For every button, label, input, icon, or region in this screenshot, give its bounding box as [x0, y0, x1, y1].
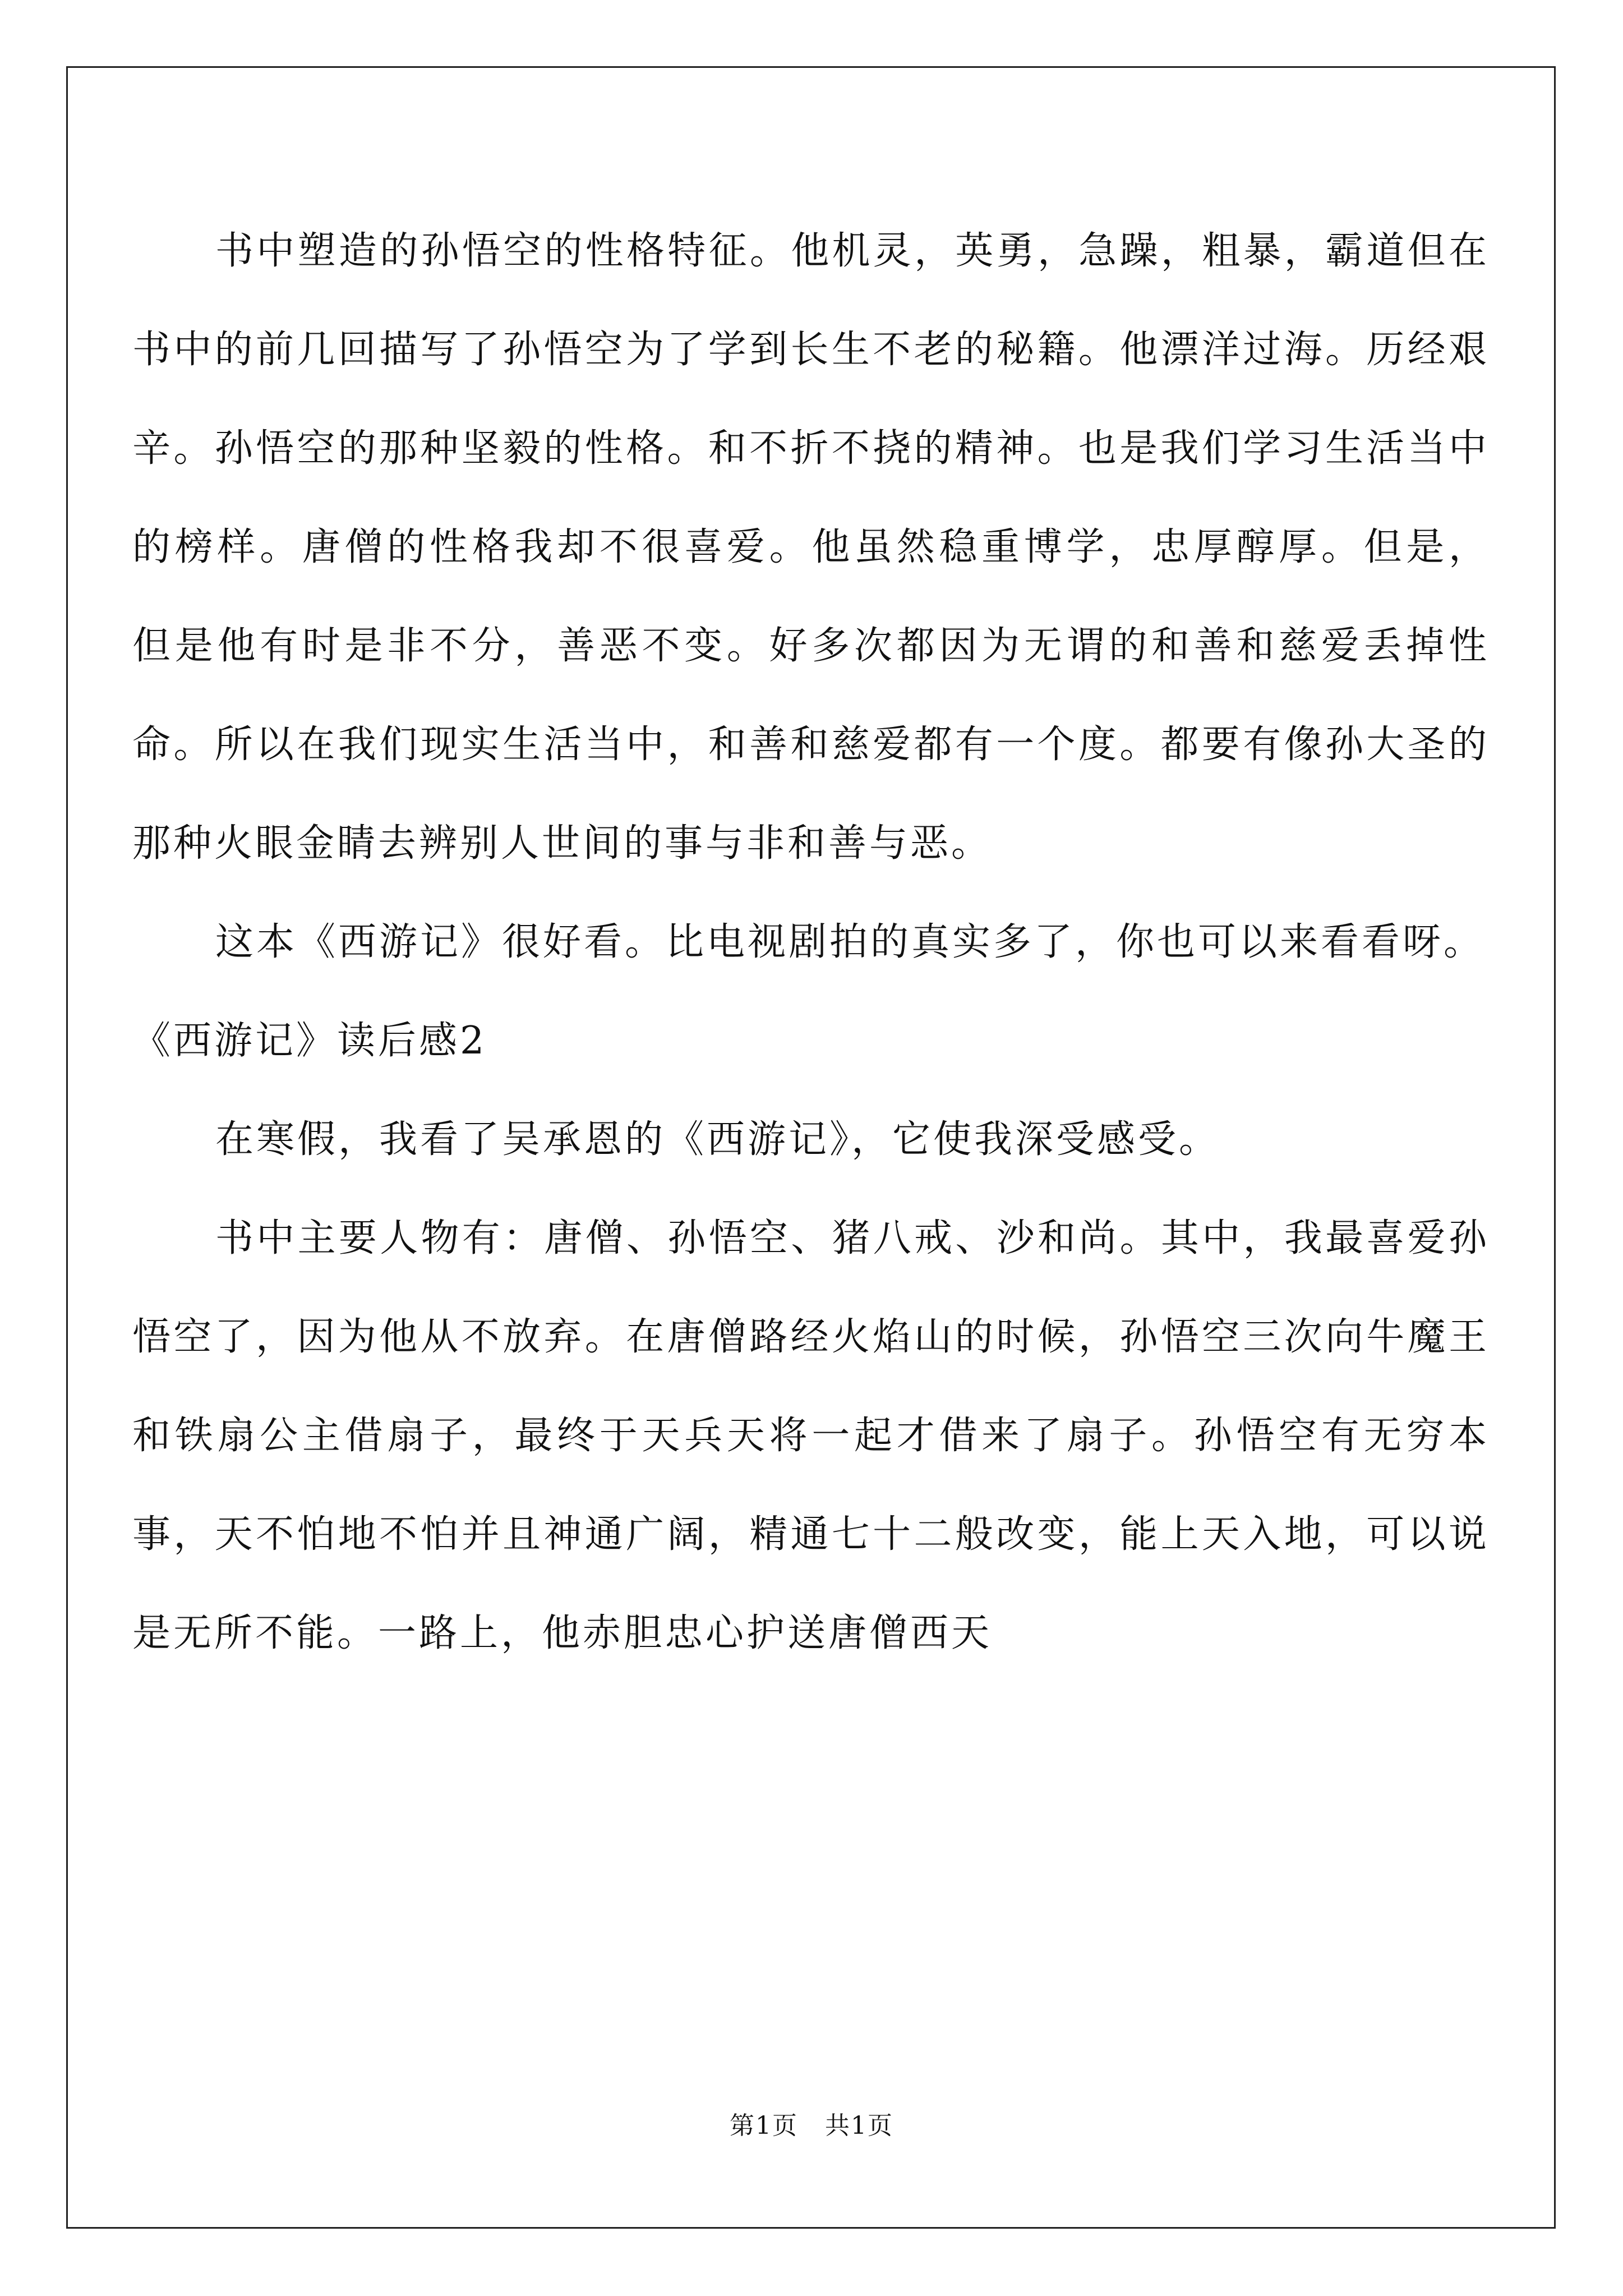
paragraph-recommendation: 这本《西游记》很好看。比电视剧拍的真实多了，你也可以来看看呀。 — [215, 920, 1485, 964]
paragraph-character-analysis: 书中塑造的孙悟空的性格特征。他机灵，英勇，急躁，粗暴，霸道但在书中的前几回描写了孙悟空为了学到长生不老的秘籍。他漂洋过海。历经艰辛。孙悟空的那种坚毅的性格。和不折不挠的精神。也是我们学习生活当中的榜样。唐僧的性格我却不很喜爱。他虽然稳重博学，忠厚醇厚。但是， 但是他有时是非不分，善恶不变。好多次都因为无谓的和善和慈爱丢掉性命。所以在我们现实生活当中，和善和慈爱都有一个度。都要有像孙大圣的那种火眼金睛去辨别人世间的事与非和善与恶。 — [132, 229, 1490, 866]
page-total: 共1页 — [824, 2111, 893, 2140]
document-body — [132, 202, 1490, 1683]
page-number: 第1页 — [730, 2111, 799, 2140]
page-footer — [0, 2109, 1623, 2143]
paragraph-main-characters: 书中主要人物有：唐僧、孙悟空、猪八戒、沙和尚。其中，我最喜爱孙悟空了，因为他从不放弃。在唐僧路经火焰山的时候，孙悟空三次向牛魔王和铁扇公主借扇子，最终于天兵天将一起才借来了扇子。孙悟空有无穷本事，天不怕地不怕并且神通广阔，精通七十二般改变，能上天入地，可以说是无所不能。一路上，他赤胆忠心护送唐僧西天 — [132, 1216, 1490, 1655]
section-title: 《西游记》读后感2 — [132, 1019, 487, 1063]
paragraph-winter-break: 在寒假，我看了吴承恩的《西游记》，它使我深受感受。 — [215, 1117, 1220, 1162]
